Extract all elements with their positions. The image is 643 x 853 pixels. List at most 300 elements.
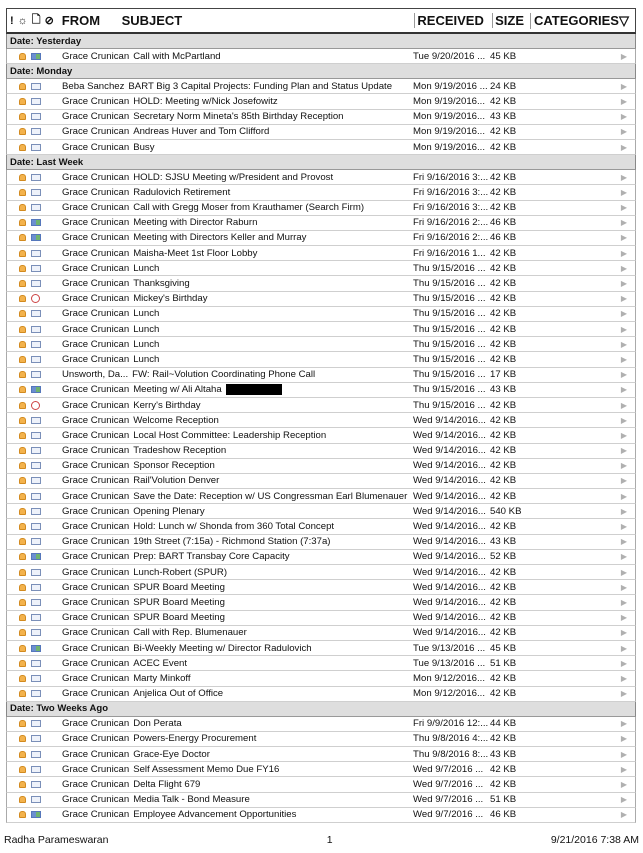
footer-print-date: 9/21/2016 7:38 AM: [550, 834, 639, 846]
meeting-icon: [31, 553, 41, 560]
flag-icon[interactable]: ▶: [620, 400, 627, 410]
from-subject-cell: [60, 491, 411, 502]
bell-icon: [19, 477, 26, 484]
from-subject-cell: [60, 551, 411, 562]
row-size: 42 KB: [490, 202, 517, 214]
from-subject-cell: [60, 96, 411, 107]
row-icons: [7, 569, 60, 576]
from-subject-cell: [60, 673, 411, 684]
from-subject-cell: [60, 733, 411, 744]
flag-icon[interactable]: ▶: [620, 476, 627, 486]
flag-icon[interactable]: ▶: [620, 795, 627, 805]
row-icons: [7, 98, 60, 105]
row-received: Wed 9/14/2016...: [413, 581, 486, 593]
row-subject: Lunch: [133, 308, 160, 320]
message-row[interactable]: [6, 777, 636, 792]
row-size: 42 KB: [490, 323, 517, 335]
row-subject: Andreas Huver and Tom Clifford: [133, 126, 270, 138]
row-categories: [532, 552, 635, 561]
from-subject-cell: [60, 688, 411, 699]
row-received: Fri 9/16/2016 2:...: [413, 232, 488, 244]
row-received: Tue 9/13/2016 ...: [413, 657, 486, 669]
row-received: Thu 9/15/2016 ...: [413, 278, 486, 290]
appointment-icon: [31, 189, 41, 196]
row-size: 52 KB: [490, 551, 517, 563]
bell-icon: [19, 599, 26, 606]
bell-icon: [19, 280, 26, 287]
from-subject-cell: [60, 718, 411, 729]
appointment-icon: [31, 477, 41, 484]
flag-icon[interactable]: ▶: [620, 370, 627, 380]
message-row[interactable]: [6, 611, 636, 626]
row-categories: [532, 795, 635, 804]
from-subject-cell: [60, 809, 411, 820]
message-row[interactable]: [6, 474, 636, 489]
appointment-icon: [31, 310, 41, 317]
column-header-received[interactable]: RECEIVED: [414, 13, 492, 28]
row-icons: [7, 83, 60, 90]
row-icons: [7, 629, 60, 636]
row-subject: Meeting with Directors Keller and Murray: [133, 232, 307, 244]
appointment-icon: [31, 493, 41, 500]
row-icons: [7, 341, 60, 348]
flag-icon[interactable]: ▶: [620, 689, 627, 699]
appointment-icon: [31, 204, 41, 211]
message-row[interactable]: [6, 307, 636, 322]
from-subject-cell: [60, 627, 411, 638]
flag-icon[interactable]: ▶: [620, 567, 627, 577]
bell-icon: [19, 234, 26, 241]
row-size: 24 KB: [490, 80, 517, 92]
row-received: Fri 9/9/2016 12:...: [413, 718, 488, 730]
message-row[interactable]: [6, 459, 636, 474]
row-received: Wed 9/14/2016...: [413, 596, 486, 608]
row-subject: Tradeshow Reception: [133, 445, 227, 457]
column-header-from[interactable]: FROM: [61, 13, 101, 28]
row-subject: Thanksgiving: [133, 278, 190, 290]
row-from: Unsworth, Da...: [62, 369, 129, 381]
categories-label: CATEGORIES: [533, 13, 619, 28]
row-from: Grace Crunican: [62, 642, 130, 654]
message-row[interactable]: [6, 626, 636, 641]
row-received: Wed 9/14/2016...: [413, 460, 486, 472]
flag-icon[interactable]: ▶: [620, 628, 627, 638]
flag-icon[interactable]: ▶: [620, 233, 627, 243]
row-from: Grace Crunican: [62, 353, 130, 365]
message-row[interactable]: [6, 747, 636, 762]
message-row[interactable]: [6, 732, 636, 747]
flag-icon[interactable]: ▶: [620, 597, 627, 607]
flag-icon[interactable]: ▶: [620, 719, 627, 729]
flag-icon[interactable]: ▶: [620, 112, 627, 122]
message-row[interactable]: [6, 352, 636, 367]
flag-icon[interactable]: ▶: [620, 537, 627, 547]
row-categories: [532, 431, 635, 440]
row-from: Grace Crunican: [62, 490, 130, 502]
row-from: Grace Crunican: [62, 688, 130, 700]
row-received: Thu 9/15/2016 ...: [413, 338, 486, 350]
row-received: Fri 9/16/2016 3:...: [413, 186, 488, 198]
message-row[interactable]: [6, 671, 636, 686]
message-row[interactable]: [6, 276, 636, 291]
bell-icon: [19, 386, 26, 393]
from-subject-cell: [60, 142, 411, 153]
flag-icon[interactable]: ▶: [620, 582, 627, 592]
row-received: Thu 9/15/2016 ...: [413, 323, 486, 335]
row-subject: Secretary Norm Mineta's 85th Birthday Reception: [133, 111, 344, 123]
row-received: Wed 9/7/2016 ...: [413, 809, 484, 821]
from-subject-cell: [60, 643, 411, 654]
flag-icon[interactable]: ▶: [620, 339, 627, 349]
row-from: Grace Crunican: [62, 672, 130, 684]
row-categories: [532, 659, 635, 668]
flag-icon[interactable]: ▶: [620, 324, 627, 334]
row-icons: [7, 113, 60, 120]
row-size: 42 KB: [490, 293, 517, 305]
row-subject: SPUR Board Meeting: [133, 581, 225, 593]
recurring-icon: [31, 401, 40, 410]
flag-icon[interactable]: ▶: [620, 734, 627, 744]
message-row[interactable]: [6, 383, 636, 398]
row-received: Wed 9/14/2016...: [413, 505, 486, 517]
row-received: Wed 9/14/2016...: [413, 414, 486, 426]
row-categories: [532, 507, 635, 516]
from-subject-cell: [60, 567, 411, 578]
row-size: 42 KB: [490, 612, 517, 624]
flag-icon[interactable]: ▶: [620, 385, 627, 395]
bell-icon: [19, 811, 26, 818]
message-row[interactable]: [6, 94, 636, 109]
message-row[interactable]: [6, 337, 636, 352]
row-icons: [7, 294, 60, 303]
message-row[interactable]: [6, 762, 636, 777]
column-header-row: [6, 8, 636, 34]
row-categories: [532, 82, 635, 91]
message-row[interactable]: [6, 717, 636, 732]
row-from: Grace Crunican: [62, 414, 130, 426]
from-subject-cell: [60, 126, 411, 137]
row-from: Grace Crunican: [62, 95, 130, 107]
flag-icon[interactable]: ▶: [620, 810, 627, 820]
message-row[interactable]: [6, 231, 636, 246]
row-categories: [532, 416, 635, 425]
row-received: Wed 9/7/2016 ...: [413, 779, 484, 791]
row-categories: [532, 522, 635, 531]
row-size: 42 KB: [490, 95, 517, 107]
appointment-icon: [31, 250, 41, 257]
row-icons: [7, 371, 60, 378]
row-categories: [532, 143, 635, 152]
flag-icon[interactable]: ▶: [620, 764, 627, 774]
row-from: Grace Crunican: [62, 794, 130, 806]
row-icons: [7, 477, 60, 484]
message-row[interactable]: [6, 49, 636, 64]
row-categories: [532, 719, 635, 728]
flag-icon[interactable]: ▶: [620, 354, 627, 364]
row-categories: [532, 568, 635, 577]
from-subject-cell: [60, 369, 411, 380]
message-row[interactable]: [6, 504, 636, 519]
row-received: Thu 9/15/2016 ...: [413, 399, 486, 411]
row-subject: FW: Rail~Volution Coordinating Phone Call: [132, 369, 316, 381]
importance-icon[interactable]: !: [10, 14, 14, 27]
bell-icon: [19, 690, 26, 697]
row-categories: [532, 446, 635, 455]
flag-icon[interactable]: ▶: [620, 522, 627, 532]
flag-icon[interactable]: ▶: [620, 643, 627, 653]
attachment-icon[interactable]: ⊘: [44, 15, 54, 27]
flag-icon[interactable]: ▶: [620, 658, 627, 668]
flag-icon[interactable]: ▶: [620, 491, 627, 501]
row-from: Grace Crunican: [62, 581, 130, 593]
flag-icon[interactable]: ▶: [620, 248, 627, 258]
flag-icon[interactable]: ▶: [620, 263, 627, 273]
row-size: 43 KB: [490, 384, 517, 396]
row-size: 42 KB: [490, 490, 517, 502]
row-received: Mon 9/19/2016...: [413, 111, 486, 123]
column-header-subject[interactable]: SUBJECT: [121, 13, 183, 28]
from-subject-cell: [60, 248, 411, 259]
message-row[interactable]: [6, 595, 636, 610]
flag-icon[interactable]: ▶: [620, 461, 627, 471]
row-subject: Kerry's Birthday: [133, 399, 201, 411]
message-row[interactable]: [6, 444, 636, 459]
flag-icon[interactable]: ▶: [620, 749, 627, 759]
item-type-icon[interactable]: 🗋: [31, 14, 41, 26]
bell-icon: [19, 584, 26, 591]
row-subject: Delta Flight 679: [133, 779, 201, 791]
row-subject: Lunch-Robert (SPUR): [133, 566, 228, 578]
row-received: Wed 9/14/2016...: [413, 612, 486, 624]
message-row[interactable]: [6, 322, 636, 337]
row-subject: HOLD: Meeting w/Nick Josefowitz: [133, 95, 278, 107]
message-row[interactable]: [6, 793, 636, 808]
appointment-icon: [31, 356, 41, 363]
appointment-icon: [31, 371, 41, 378]
row-icons: [7, 553, 60, 560]
row-from: Grace Crunican: [62, 445, 130, 457]
row-from: Grace Crunican: [62, 323, 130, 335]
message-row[interactable]: [6, 368, 636, 383]
row-subject: Powers-Energy Procurement: [133, 733, 257, 745]
row-from: Grace Crunican: [62, 293, 130, 305]
row-categories: [532, 249, 635, 258]
message-row[interactable]: [6, 808, 636, 823]
flag-icon[interactable]: ▶: [620, 172, 627, 182]
bell-icon: [19, 144, 26, 151]
appointment-icon: [31, 781, 41, 788]
row-categories: [532, 325, 635, 334]
bell-icon: [19, 295, 26, 302]
row-subject: Hold: Lunch w/ Shonda from 360 Total Concept: [133, 521, 335, 533]
bell-icon: [19, 174, 26, 181]
flag-icon[interactable]: ▶: [620, 415, 627, 425]
flag-icon[interactable]: ▶: [620, 294, 627, 304]
row-size: 46 KB: [490, 232, 517, 244]
flag-icon[interactable]: ▶: [620, 613, 627, 623]
flag-icon[interactable]: ▶: [620, 279, 627, 289]
message-row[interactable]: [6, 261, 636, 276]
row-from: Grace Crunican: [62, 551, 130, 563]
appointment-icon: [31, 128, 41, 135]
row-size: 42 KB: [490, 688, 517, 700]
message-row[interactable]: [6, 413, 636, 428]
row-from: Grace Crunican: [62, 460, 130, 472]
flag-icon[interactable]: ▶: [620, 96, 627, 106]
row-subject: Marty Minkoff: [133, 672, 191, 684]
row-received: Mon 9/12/2016...: [413, 688, 486, 700]
appointment-icon: [31, 629, 41, 636]
bell-icon: [19, 98, 26, 105]
row-icons: [7, 234, 60, 241]
row-categories: [532, 780, 635, 789]
bell-icon: [19, 219, 26, 226]
message-row[interactable]: [6, 110, 636, 125]
row-categories: [532, 309, 635, 318]
row-received: Wed 9/14/2016...: [413, 475, 486, 487]
flag-icon[interactable]: ▶: [620, 51, 627, 61]
message-row[interactable]: [6, 687, 636, 702]
message-row[interactable]: [6, 550, 636, 565]
appointment-icon: [31, 538, 41, 545]
meeting-icon: [31, 219, 41, 226]
row-from: Grace Crunican: [62, 308, 130, 320]
row-from: Grace Crunican: [62, 718, 130, 730]
flag-icon[interactable]: ▶: [620, 309, 627, 319]
row-categories: [532, 294, 635, 303]
row-from: Grace Crunican: [62, 217, 130, 229]
row-size: 43 KB: [490, 111, 517, 123]
appointment-icon: [31, 341, 41, 348]
row-received: Fri 9/16/2016 1...: [413, 247, 486, 259]
row-icons: [7, 265, 60, 272]
row-icons: [7, 219, 60, 226]
message-row[interactable]: [6, 201, 636, 216]
row-size: 42 KB: [490, 460, 517, 472]
meeting-icon: [31, 53, 41, 60]
flag-icon[interactable]: ▶: [620, 187, 627, 197]
column-header-size[interactable]: SIZE: [492, 13, 530, 28]
row-categories: [532, 385, 635, 394]
row-from: Grace Crunican: [62, 262, 130, 274]
message-row[interactable]: [6, 580, 636, 595]
row-size: 42 KB: [490, 627, 517, 639]
row-subject: Lunch: [133, 323, 160, 335]
row-categories: [532, 233, 635, 242]
flag-icon[interactable]: ▶: [620, 203, 627, 213]
row-icons: [7, 53, 60, 60]
flag-icon[interactable]: ▶: [620, 142, 627, 152]
row-from: Grace Crunican: [62, 111, 130, 123]
row-icons: [7, 174, 60, 181]
row-icons: [7, 508, 60, 515]
from-subject-cell: [60, 232, 411, 243]
flag-icon[interactable]: ▶: [620, 506, 627, 516]
message-row[interactable]: [6, 292, 636, 307]
appointment-icon: [31, 523, 41, 530]
bell-icon: [19, 462, 26, 469]
row-size: 42 KB: [490, 779, 517, 791]
appointment-icon: [31, 462, 41, 469]
message-row[interactable]: [6, 641, 636, 656]
message-row[interactable]: [6, 428, 636, 443]
flag-icon[interactable]: ▶: [620, 552, 627, 562]
row-from: Grace Crunican: [62, 247, 130, 259]
row-icons: [7, 326, 60, 333]
row-icons: [7, 462, 60, 469]
from-subject-cell: [60, 794, 411, 805]
message-row[interactable]: [6, 185, 636, 200]
row-from: Grace Crunican: [62, 596, 130, 608]
row-from: Grace Crunican: [62, 733, 130, 745]
row-categories: [532, 598, 635, 607]
from-subject-cell: [60, 415, 411, 426]
row-categories: [532, 810, 635, 819]
appointment-icon: [31, 569, 41, 576]
row-categories: [532, 613, 635, 622]
row-icons: [7, 751, 60, 758]
row-received: Tue 9/13/2016 ...: [413, 642, 486, 654]
message-row[interactable]: [6, 519, 636, 534]
row-subject: Lunch: [133, 262, 160, 274]
message-row[interactable]: [6, 656, 636, 671]
appointment-icon: [31, 280, 41, 287]
message-row[interactable]: [6, 246, 636, 261]
flag-icon[interactable]: ▶: [620, 430, 627, 440]
row-size: 42 KB: [490, 399, 517, 411]
bell-icon: [19, 553, 26, 560]
reminder-icon[interactable]: ☼: [17, 14, 28, 27]
flag-icon[interactable]: ▶: [620, 446, 627, 456]
message-row[interactable]: [6, 489, 636, 504]
bell-icon: [19, 341, 26, 348]
flag-icon[interactable]: ▶: [620, 673, 627, 683]
message-row[interactable]: [6, 79, 636, 94]
message-row[interactable]: [6, 140, 636, 155]
bell-icon: [19, 53, 26, 60]
row-icons: [7, 766, 60, 773]
message-row[interactable]: [6, 125, 636, 140]
message-row[interactable]: [6, 398, 636, 413]
row-categories: [532, 355, 635, 364]
row-categories: [532, 52, 635, 61]
appointment-icon: [31, 174, 41, 181]
row-icons: [7, 280, 60, 287]
flag-icon[interactable]: ▶: [620, 81, 627, 91]
flag-icon[interactable]: ▶: [620, 127, 627, 137]
flag-icon[interactable]: ▶: [620, 218, 627, 228]
row-icons: [7, 189, 60, 196]
group-header[interactable]: Date: Last Week: [6, 155, 636, 170]
row-size: 43 KB: [490, 536, 517, 548]
group-header[interactable]: Date: Two Weeks Ago: [6, 702, 636, 717]
group-header[interactable]: Date: Monday: [6, 64, 636, 79]
filter-icon[interactable]: ▽: [618, 12, 629, 28]
row-subject: Prep: BART Transbay Core Capacity: [133, 551, 290, 563]
row-from: Grace Crunican: [62, 763, 130, 775]
row-from: Grace Crunican: [62, 50, 130, 62]
group-header[interactable]: Date: Yesterday: [6, 34, 636, 49]
message-row[interactable]: [6, 170, 636, 185]
appointment-icon: [31, 83, 41, 90]
message-row[interactable]: [6, 535, 636, 550]
row-from: Grace Crunican: [62, 475, 130, 487]
flag-icon[interactable]: ▶: [620, 780, 627, 790]
message-row[interactable]: [6, 216, 636, 231]
column-header-categories[interactable]: [530, 13, 635, 29]
row-subject: Call with McPartland: [133, 50, 221, 62]
message-row[interactable]: [6, 565, 636, 580]
